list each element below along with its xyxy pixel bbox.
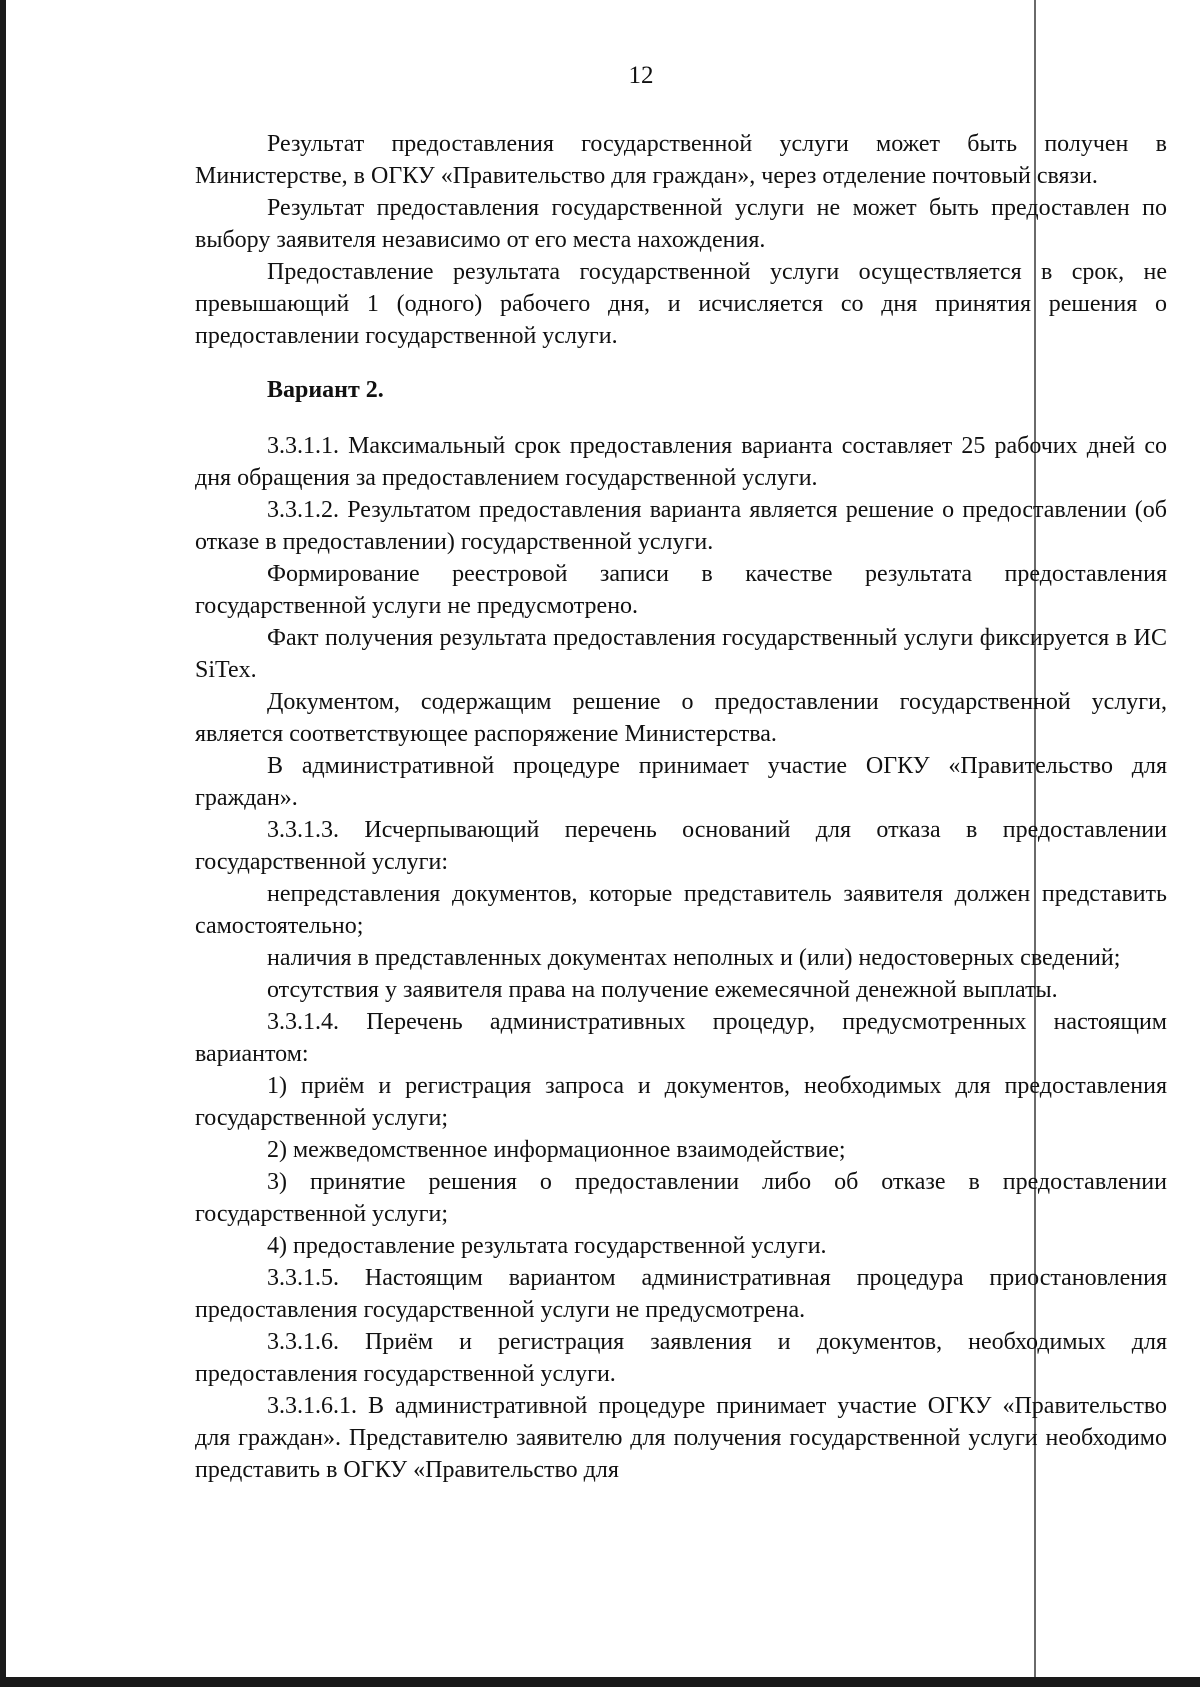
paragraph: 3.3.1.2. Результатом предоставления варианта является решение о предоставлении (об отказе в предоставлении) государственной услуги. [195, 497, 1167, 555]
paragraph: Документом, содержащим решение о предоставлении государственной услуги, является соответствующее распоряжение Министерства. [195, 689, 1167, 747]
paragraph: Формирование реестровой записи в качестве результата предоставления государственной услуги не предусмотрено. [195, 561, 1167, 619]
page-number: 12 [628, 62, 654, 89]
paragraph: непредставления документов, которые представитель заявителя должен представить самостоятельно; [195, 881, 1167, 939]
paragraph: 2) межведомственное информационное взаимодействие; [267, 1137, 846, 1163]
page-bottom-edge [0, 1677, 1200, 1687]
paragraph: 4) предоставление результата государственной услуги. [267, 1233, 827, 1259]
paragraph: Предоставление результата государственной услуги осуществляется в срок, не превышающий 1 (одного) рабочего дня, и исчисляется со дня принятия решения о предоставлении государственной услуги. [195, 259, 1167, 349]
paragraph: 3.3.1.3. Исчерпывающий перечень оснований для отказа в предоставлении государственной услуги: [195, 817, 1167, 875]
section-heading: Вариант 2. [267, 377, 384, 403]
paragraph: наличия в представленных документах неполных и (или) недостоверных сведений; [267, 945, 1121, 971]
paragraph: 3.3.1.6.1. В административной процедуре принимает участие ОГКУ «Правительство для граждан». Представителю заявителю для получения государственной услуги необходимо представить в ОГКУ «Правительство для [195, 1393, 1167, 1483]
paragraph: отсутствия у заявителя права на получение ежемесячной денежной выплаты. [267, 977, 1058, 1003]
paragraph: 3) принятие решения о предоставлении либо об отказе в предоставлении государственной услуги; [195, 1169, 1167, 1227]
paragraph: Факт получения результата предоставления государственный услуги фиксируется в ИС SiTex. [195, 625, 1167, 683]
paragraph: В административной процедуре принимает участие ОГКУ «Правительство для граждан». [195, 753, 1167, 811]
paragraph: 1) приём и регистрация запроса и документов, необходимых для предоставления государственной услуги; [195, 1073, 1167, 1131]
paragraph: Результат предоставления государственной услуги может быть получен в Министерстве, в ОГКУ «Правительство для граждан», через отделение почтовый связи. [195, 131, 1167, 189]
paragraph: 3.3.1.5. Настоящим вариантом административная процедура приостановления предоставления государственной услуги не предусмотрена. [195, 1265, 1167, 1323]
paragraph: 3.3.1.6. Приём и регистрация заявления и документов, необходимых для предоставления государственной услуги. [195, 1329, 1167, 1387]
paragraph: Результат предоставления государственной услуги не может быть предоставлен по выбору заявителя независимо от его места нахождения. [195, 195, 1167, 253]
document-body [195, 128, 1167, 1486]
paragraph: 3.3.1.1. Максимальный срок предоставления варианта составляет 25 рабочих дней со дня обращения за предоставлением государственной услуги. [195, 433, 1167, 491]
page-left-edge [0, 0, 6, 1677]
paragraph: 3.3.1.4. Перечень административных процедур, предусмотренных настоящим вариантом: [195, 1009, 1167, 1067]
